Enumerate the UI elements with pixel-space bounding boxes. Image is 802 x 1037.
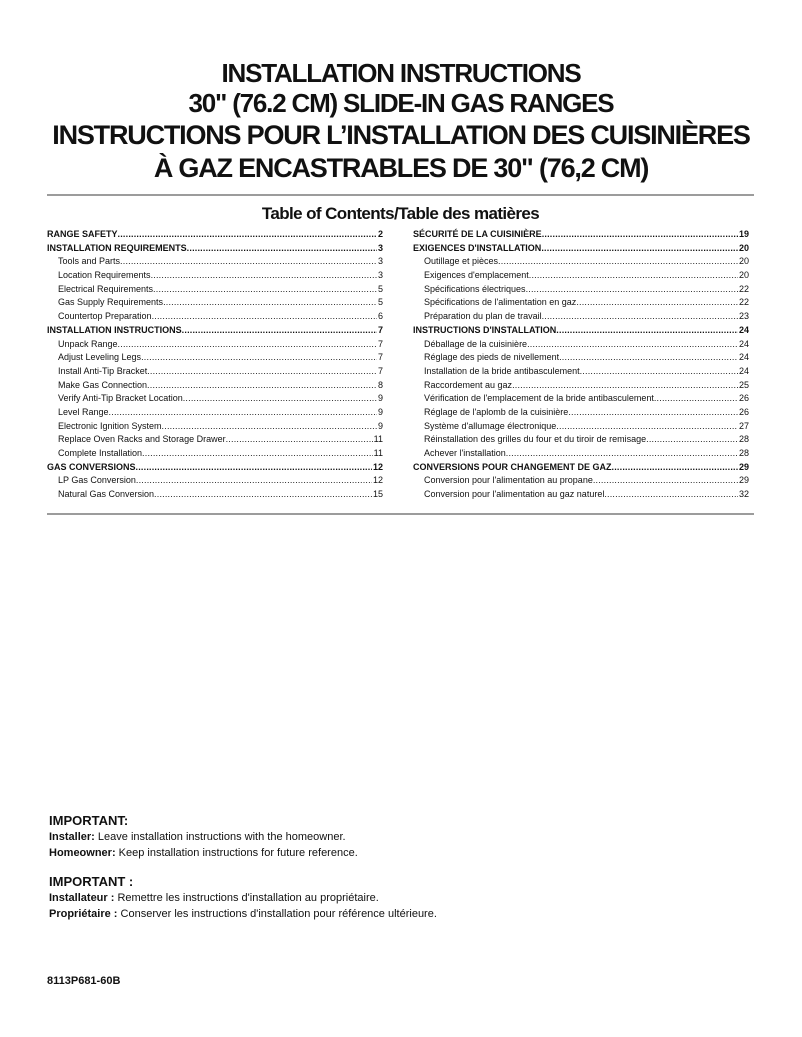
- toc-dot-leader: [154, 488, 372, 502]
- toc-dot-leader: [654, 392, 738, 406]
- title-en-line-2: 30" (76.2 CM) SLIDE-IN GAS RANGES: [188, 88, 614, 118]
- toc-dot-leader: [512, 379, 738, 393]
- toc-entry[interactable]: [47, 228, 383, 242]
- toc-entry-page: 9: [377, 393, 383, 404]
- toc-entry-label: Outillage et pièces: [424, 256, 499, 267]
- toc-dot-leader: [529, 269, 738, 283]
- toc-entry-page: 11: [373, 434, 383, 445]
- toc-entry-label: Conversion pour l'alimentation au gaz naturel: [424, 489, 605, 500]
- toc-entry[interactable]: [47, 447, 383, 461]
- toc-entry-page: 25: [738, 379, 749, 390]
- toc-entry[interactable]: [413, 296, 749, 310]
- toc-dot-leader: [182, 324, 377, 338]
- toc-entry-page: 26: [738, 406, 749, 417]
- toc-entry-label: Make Gas Connection: [58, 379, 148, 390]
- important-notice-en: [49, 812, 749, 861]
- toc-entry[interactable]: [47, 283, 383, 297]
- toc-entry[interactable]: [413, 433, 749, 447]
- toc-dot-leader: [580, 365, 738, 379]
- toc-dot-leader: [559, 351, 738, 365]
- toc-entry-page: 19: [738, 229, 749, 239]
- toc-entry[interactable]: [47, 433, 383, 447]
- toc-entry[interactable]: [47, 310, 383, 324]
- toc-entry-page: 5: [377, 297, 383, 308]
- toc-entry-page: 8: [377, 379, 383, 390]
- toc-dot-leader: [541, 242, 738, 256]
- toc-entry-label: Unpack Range: [58, 338, 118, 349]
- toc-dot-leader: [136, 461, 372, 475]
- toc-entry-label: Réglage de l'aplomb de la cuisinière: [424, 406, 569, 417]
- toc-entry-label: RANGE SAFETY: [47, 229, 118, 239]
- toc-entry[interactable]: [413, 269, 749, 283]
- toc-entry[interactable]: [413, 474, 749, 488]
- toc-entry-label: Level Range: [58, 406, 109, 417]
- toc-english-column: [47, 228, 383, 502]
- toc-dot-leader: [163, 296, 377, 310]
- toc-entry-label: Réinstallation des grilles du four et du tiroir de remisage: [424, 434, 647, 445]
- document-title: [40, 58, 762, 185]
- toc-entry-label: Déballage de la cuisinière: [424, 338, 528, 349]
- toc-entry-page: 12: [372, 475, 383, 486]
- toc-entry[interactable]: [47, 420, 383, 434]
- toc-entry-label: Electrical Requirements: [58, 283, 154, 294]
- toc-entry-label: GAS CONVERSIONS: [47, 461, 136, 472]
- toc-entry-page: 24: [738, 365, 749, 376]
- homeowner-label-en: Homeowner:: [49, 847, 116, 859]
- toc-heading: Table of Contents/Table des matières: [261, 204, 540, 223]
- toc-dot-leader: [646, 433, 738, 447]
- toc-entry[interactable]: [47, 379, 383, 393]
- toc-dot-leader: [556, 420, 738, 434]
- toc-entry-label: INSTALLATION INSTRUCTIONS: [47, 324, 182, 335]
- toc-entry[interactable]: [47, 242, 383, 256]
- toc-entry-label: Vérification de l'emplacement de la bride antibasculement: [424, 393, 654, 404]
- owner-text-fr: Conserver les instructions d'installation pour référence ultérieure.: [117, 908, 437, 920]
- toc-dot-leader: [542, 228, 738, 242]
- toc-entry[interactable]: [413, 338, 749, 352]
- toc-entry[interactable]: [47, 255, 383, 269]
- toc-entry-page: 32: [738, 489, 749, 500]
- toc-dot-leader: [141, 351, 377, 365]
- toc-dot-leader: [147, 379, 377, 393]
- installer-note-fr: [49, 890, 749, 906]
- toc-entry-page: 2: [377, 229, 383, 239]
- toc-entry[interactable]: [413, 365, 749, 379]
- toc-entry[interactable]: [47, 461, 383, 475]
- toc-entry[interactable]: [47, 392, 383, 406]
- title-fr-line-2: À GAZ ENCASTRABLES DE 30" (76,2 CM): [153, 153, 649, 183]
- toc-entry[interactable]: [47, 324, 383, 338]
- toc-entry-label: Achever l'installation: [424, 448, 506, 458]
- toc-entry-label: Location Requirements: [58, 270, 151, 281]
- toc-entry-page: 28: [738, 448, 749, 458]
- toc-entry-label: Natural Gas Conversion: [58, 489, 155, 500]
- toc-dot-leader: [187, 242, 377, 256]
- toc-dot-leader: [542, 310, 738, 324]
- toc-entry-label: Conversion pour l'alimentation au propane: [424, 475, 593, 486]
- toc-dot-leader: [526, 283, 738, 297]
- toc-entry-page: 28: [738, 434, 749, 445]
- toc-entry-page: 3: [377, 242, 383, 253]
- installer-text-en: Leave installation instructions with the homeowner.: [94, 831, 346, 843]
- toc-entry-label: EXIGENCES D'INSTALLATION: [413, 242, 542, 253]
- toc-dot-leader: [152, 310, 377, 324]
- toc-entry-page: 20: [738, 270, 749, 281]
- toc-dot-leader: [527, 338, 738, 352]
- toc-entry-label: Adjust Leveling Legs: [58, 352, 142, 363]
- toc-entry-label: Système d'allumage électronique: [424, 420, 557, 431]
- toc-entry-label: INSTRUCTIONS D'INSTALLATION: [413, 324, 557, 335]
- toc-dot-leader: [142, 447, 373, 461]
- toc-entry[interactable]: [413, 310, 749, 324]
- toc-entry-page: 3: [377, 256, 383, 267]
- toc-entry-page: 7: [377, 352, 383, 363]
- owner-label-fr: Propriétaire :: [49, 908, 118, 920]
- toc-entry-page: 20: [738, 242, 749, 253]
- toc-entry[interactable]: [413, 392, 749, 406]
- toc-entry-label: Spécifications de l'alimentation en gaz: [424, 297, 577, 308]
- toc-entry-page: 22: [738, 283, 749, 294]
- toc-entry-page: 5: [377, 283, 383, 294]
- toc-entry-label: INSTALLATION REQUIREMENTS: [47, 242, 187, 253]
- toc-dot-leader: [576, 296, 738, 310]
- toc-entry[interactable]: [413, 324, 749, 338]
- toc-entry[interactable]: [413, 351, 749, 365]
- divider-bottom: [47, 513, 754, 515]
- toc-entry-page: 23: [738, 311, 749, 322]
- toc-entry-page: 12: [372, 461, 383, 472]
- toc-entry-page: 29: [738, 461, 749, 472]
- toc-dot-leader: [151, 269, 377, 283]
- important-heading-fr: IMPORTANT :: [49, 874, 134, 889]
- installer-label-fr: Installateur :: [49, 892, 115, 904]
- toc-french-column: [413, 228, 749, 502]
- toc-entry-label: LP Gas Conversion: [58, 475, 136, 486]
- toc-entry-page: 15: [372, 489, 383, 500]
- toc-dot-leader: [109, 406, 377, 420]
- installer-label-en: Installer:: [49, 831, 95, 843]
- installer-note-en: [49, 829, 749, 845]
- toc-dot-leader: [604, 488, 738, 502]
- toc-entry[interactable]: [413, 242, 749, 256]
- toc-entry-label: Réglage des pieds de nivellement: [424, 352, 560, 363]
- title-fr-line-1: INSTRUCTIONS POUR L’INSTALLATION DES CUISINIÈRES: [52, 120, 750, 150]
- important-notice-fr: [49, 873, 749, 922]
- toc-entry[interactable]: [413, 255, 749, 269]
- toc-entry-label: SÉCURITÉ DE LA CUISINIÈRE: [413, 229, 542, 239]
- toc-entry-page: 7: [377, 324, 383, 335]
- toc-entry[interactable]: [47, 351, 383, 365]
- toc-entry-page: 7: [377, 338, 383, 349]
- toc-entry-label: Tools and Parts: [58, 256, 121, 267]
- important-heading-en: IMPORTANT:: [49, 813, 129, 828]
- toc-entry-label: Countertop Preparation: [58, 311, 152, 322]
- toc-entry[interactable]: [413, 406, 749, 420]
- toc-entry[interactable]: [47, 296, 383, 310]
- toc-entry-page: 26: [738, 393, 749, 404]
- toc-entry-page: 27: [738, 420, 749, 431]
- divider-top: [47, 194, 754, 196]
- toc-entry[interactable]: [47, 406, 383, 420]
- toc-entry[interactable]: [413, 283, 749, 297]
- toc-dot-leader: [183, 392, 377, 406]
- toc-entry[interactable]: [413, 461, 749, 475]
- toc-entry[interactable]: [413, 488, 749, 502]
- toc-entry[interactable]: [47, 365, 383, 379]
- toc-dot-leader: [593, 474, 738, 488]
- toc-entry-page: 7: [377, 365, 383, 376]
- toc-dot-leader: [226, 433, 373, 447]
- toc-entry[interactable]: [47, 474, 383, 488]
- toc-entry-page: 11: [373, 448, 383, 458]
- toc-entry[interactable]: [413, 447, 749, 461]
- toc-dot-leader: [498, 255, 738, 269]
- homeowner-text-en: Keep installation instructions for future reference.: [115, 847, 358, 859]
- toc-entry-label: Préparation du plan de travail: [424, 311, 542, 322]
- toc-entry-page: 24: [738, 352, 749, 363]
- toc-dot-leader: [118, 228, 377, 242]
- toc-entry-page: 9: [377, 406, 383, 417]
- toc-entry[interactable]: [47, 488, 383, 502]
- document-code: 8113P681-60B: [47, 975, 121, 987]
- toc-entry-label: CONVERSIONS POUR CHANGEMENT DE GAZ: [413, 461, 612, 472]
- toc-entry-page: 9: [377, 420, 383, 431]
- toc-entry[interactable]: [413, 379, 749, 393]
- toc-dot-leader: [118, 338, 377, 352]
- toc-dot-leader: [147, 365, 377, 379]
- toc-entry[interactable]: [413, 420, 749, 434]
- toc-entry[interactable]: [47, 338, 383, 352]
- toc-entry-page: 24: [738, 338, 749, 349]
- toc-dot-leader: [120, 255, 377, 269]
- toc-entry-page: 3: [377, 270, 383, 281]
- toc-entry-page: 6: [377, 311, 383, 322]
- toc-entry-label: Electronic Ignition System: [58, 420, 162, 431]
- toc-entry-page: 29: [738, 475, 749, 486]
- toc-entry-page: 22: [738, 297, 749, 308]
- toc-dot-leader: [568, 406, 738, 420]
- toc-entry-page: 20: [738, 256, 749, 267]
- title-en-line-1: INSTALLATION INSTRUCTIONS: [221, 58, 581, 88]
- toc-dot-leader: [612, 461, 738, 475]
- toc-entry-label: Spécifications électriques: [424, 283, 526, 294]
- toc-entry-label: Complete Installation: [58, 448, 143, 458]
- toc-entry-page: 24: [738, 324, 749, 335]
- toc-dot-leader: [136, 474, 372, 488]
- toc-entry-label: Replace Oven Racks and Storage Drawer: [58, 434, 226, 445]
- toc-dot-leader: [506, 447, 738, 461]
- toc-dot-leader: [162, 420, 377, 434]
- toc-entry-label: Verify Anti-Tip Bracket Location: [58, 393, 183, 404]
- homeowner-note-en: [49, 845, 749, 861]
- toc-entry-label: Installation de la bride antibasculement: [424, 365, 580, 376]
- toc-dot-leader: [153, 283, 377, 297]
- toc-entry-label: Exigences d'emplacement: [424, 270, 529, 281]
- toc-entry[interactable]: [413, 228, 749, 242]
- toc-entry-label: Gas Supply Requirements: [58, 297, 164, 308]
- toc-entry[interactable]: [47, 269, 383, 283]
- toc-entry-label: Raccordement au gaz: [424, 379, 513, 390]
- installer-text-fr: Remettre les instructions d'installation au propriétaire.: [114, 892, 379, 904]
- owner-note-fr: [49, 906, 749, 922]
- toc-entry-label: Install Anti-Tip Bracket: [58, 365, 148, 376]
- toc-dot-leader: [556, 324, 738, 338]
